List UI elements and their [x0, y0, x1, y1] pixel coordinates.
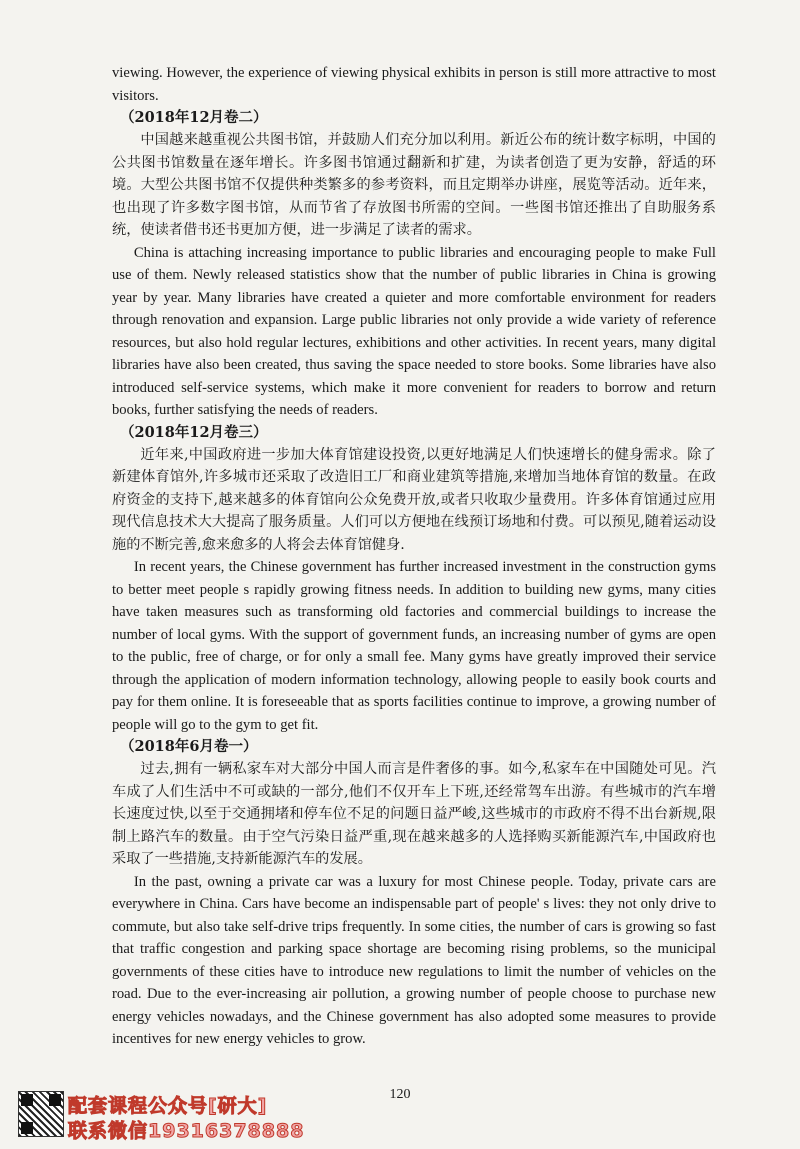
- chinese-paragraph-3: 过去,拥有一辆私家车对大部分中国人而言是件奢侈的事。如今,私家车在中国随处可见。汽车成了人们生活中不可或缺的一部分,他们不仅开车上下班,还经常驾车出游。有些城市的汽车增长速度过快,以至于交通拥堵和停车位不足的问题日益严峻,这些城市的市政府不得不出台新规,限制上路汽车的数量。由于空气污染日益严重,现在越来越多的人选择购买新能源汽车,中国政府也采取了一些措施,支持新能源汽车的发展。: [112, 761, 716, 867]
- chinese-paragraph-2: 近年来,中国政府进一步加大体育馆建设投资,以更好地满足人们快速增长的健身需求。除了新建体育馆外,许多城市还采取了改造旧工厂和商业建筑等措施,来增加当地体育馆的数量。在政府资金的支持下,越来越多的体育馆向公众免费开放,或者只收取少量费用。许多体育馆通过应用现代信息技术大大提高了服务质量。人们可以方便地在线预订场地和付费。可以预见,随着运动设施的不断完善,愈来愈多的人将会去体育馆健身.: [112, 446, 716, 553]
- chinese-paragraph-1: 中国越来越重视公共图书馆，并鼓励人们充分加以利用。新近公布的统计数字标明，中国的公共图书馆数量在逐年增长。许多图书馆通过翻新和扩建，为读者创造了更为安静，舒适的环境。大型公共图书馆不仅提供种类繁多的参考资料，而且定期举办讲座，展览等活动。近年来，也出现了许多数字图书馆，从而节省了存放图书所需的空间。一些图书馆还推出了自助服务系统，使读者借书还书更加方便，进一步满足了读者的需求。: [112, 132, 716, 238]
- english-paragraph-2: In recent years, the Chinese government has further increased investment in the construction gyms to better meet people s rapidly growing fitness needs. In addition to building new gyms, many cities have taken measures such as transforming old factories and commercial buildings to increase the number of local gyms. With the support of government funds, an increasing number of gyms are open to the public, free of charge, or for only a small fee. Many gyms have greatly improved their service through the application of modern information technology, allowing people to easily book courts and pay for them online. It is foreseeable that as sports facilities continue to improve, a growing number of people will go to the gym to get fit.: [112, 559, 716, 733]
- qr-code-icon: [18, 1091, 64, 1137]
- english-paragraph-3: In the past, owning a private car was a luxury for most Chinese people. Today, private cars are everywhere in China. Cars have become an indispensable part of people' s lives: they not only drive to commute, but also take self-drive trips frequently. In some cities, the number of cars is growing so fast that traffic congestion and parking space shortage are becoming rising problems, so the municipal governments of these cities have to introduce new regulations to limit the number of vehicles on the road. Due to the ever-increasing air pollution, a growing number of people choose to purchase new energy vehicles nowadays, and the Chinese government has also adopted some measures to provide incentives for new energy vehicles to grow.: [112, 873, 716, 1047]
- promo-line-1: 配套课程公众号[研大]: [68, 1095, 268, 1117]
- promo-footer: [18, 1091, 318, 1143]
- section-heading-1: （2018年12月卷二）: [120, 109, 268, 126]
- section-heading-2: （2018年12月卷三）: [120, 423, 268, 441]
- promo-line-2: 联系微信19316378888: [68, 1120, 305, 1142]
- document-body: [112, 62, 716, 1051]
- section-heading-3: （2018年6月卷一）: [120, 738, 258, 755]
- page-number: 120: [389, 1087, 411, 1102]
- english-paragraph-1: China is attaching increasing importance to public libraries and encouraging people to make Full use of them. Newly released statistics show that the number of public libraries in China is growing year by year. Many libraries have created a quieter and more comfortable environment for readers through renovation and expansion. Large public libraries not only provide a wide variety of reference resources, but also hold regular lectures, exhibitions and other activities. In recent years, many digital libraries have also been created, thus saving the space needed to store books. Some libraries have also introduced self-service systems, which make it more convenient for readers to borrow and return books, further satisfying the needs of readers.: [112, 244, 716, 418]
- intro-paragraph: viewing. However, the experience of viewing physical exhibits in person is still more attractive to most visitors.: [112, 65, 716, 104]
